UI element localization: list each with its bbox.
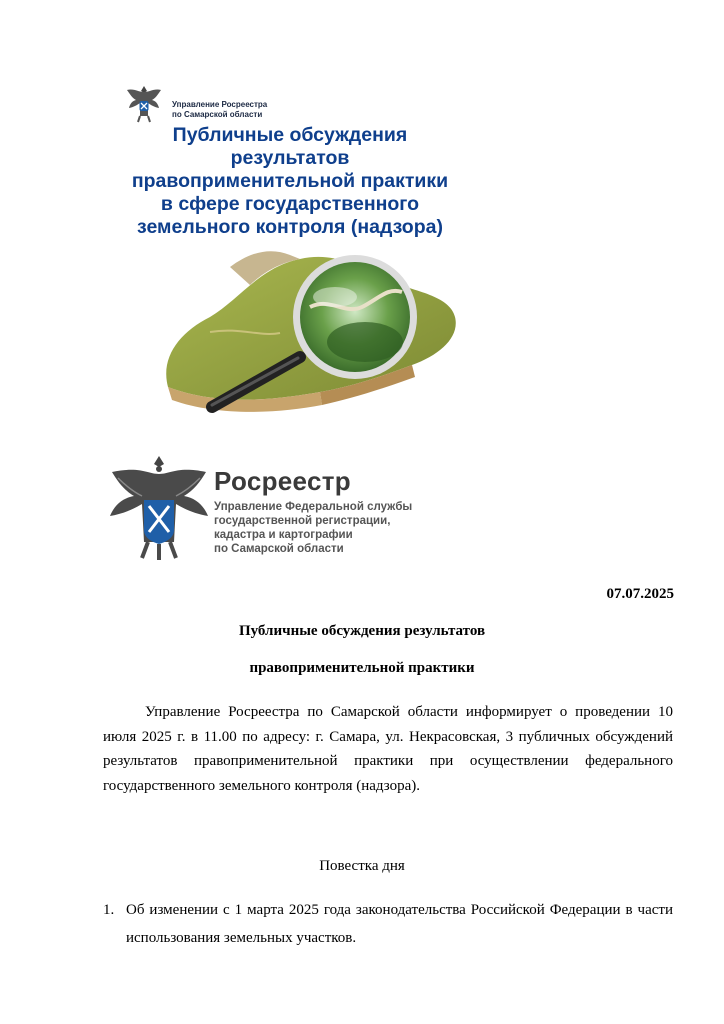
document-heading-line-2: правоприменительной практики [249, 660, 475, 676]
eagle-emblem-icon [124, 82, 164, 124]
intro-paragraph: Управление Росреестра по Самарской области информирует о проведении 10 июля 2025 г. в 11.00 по адресу: г. Самара, ул. Некрасовская, 3 публичных обсуждений результатов правоприменительной практики при осуществлении федерального государственного земельного контроля (надзора). [103, 704, 673, 794]
agenda-title: Повестка дня [319, 858, 405, 874]
document-heading-line-1: Публичные обсуждения результатов [238, 623, 486, 639]
agenda-item-text: Об изменении с 1 марта 2025 года законодательства Российской Федерации в части использования земельных участков. [126, 902, 673, 946]
brand-name: Росреестр [214, 466, 351, 496]
banner-title: Публичные обсуждения результатов правоприменительной практики в сфере государственного земельного контроля (надзора) [131, 124, 449, 238]
brand-subtitle: Управление Федеральной службы государственной регистрации, кадастра и картографии по Самарской области [214, 501, 413, 555]
small-org-label: Управление Росреестра по Самарской области [172, 100, 268, 119]
land-magnifier-illustration [150, 237, 470, 422]
agenda-item-number: 1. [103, 902, 115, 918]
banner-image [110, 72, 470, 422]
rosreestr-eagle-icon [104, 452, 214, 564]
document-date: 07.07.2025 [606, 586, 674, 602]
